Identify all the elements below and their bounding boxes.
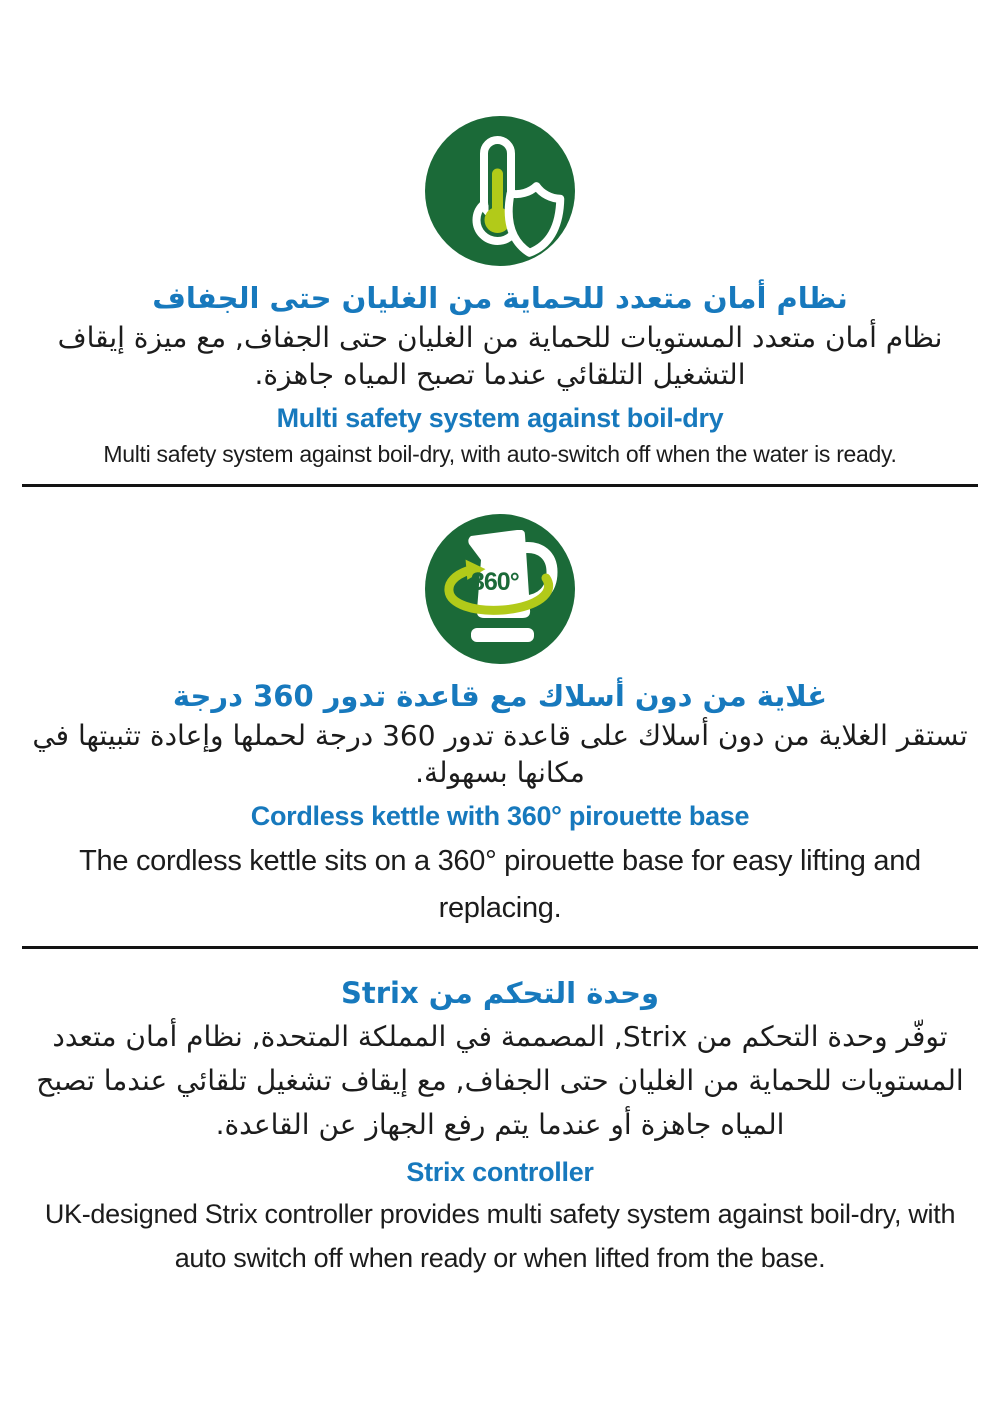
feature-section-boil-dry (0, 116, 1000, 470)
feature-body-ar: تستقر الغلاية من دون أسلاك على قاعدة تدور 360 درجة لحملها وإعادة تثبيتها في مكانها بسهولة. (32, 719, 968, 789)
feature-section-strix (0, 975, 1000, 1280)
feature-icon-wrap (0, 116, 1000, 266)
feature-icon-wrap (0, 514, 1000, 664)
feature-body-en: Multi safety system against boil-dry, with auto-switch off when the water is ready. (103, 440, 897, 467)
feature-title-ar: وحدة التحكم من Strix (340, 975, 659, 1010)
thermometer-shield-icon (425, 116, 575, 266)
feature-section-pirouette-base (0, 514, 1000, 932)
feature-title-ar: غلاية من دون أسلاك مع قاعدة تدور 360 درجة (172, 678, 828, 713)
feature-title-en: Strix controller (406, 1156, 594, 1187)
feature-body-ar: نظام أمان متعدد المستويات للحماية من الغليان حتى الجفاف, مع ميزة إيقاف التشغيل التلقائي عندما تصبح المياه جاهزة. (57, 321, 943, 392)
feature-body-en: UK-designed Strix controller provides multi safety system against boil-dry, with auto switch off when ready or when lifted from the base. (44, 1199, 956, 1273)
feature-title-en: Cordless kettle with 360° pirouette base (250, 800, 750, 831)
kettle-360-icon (425, 514, 575, 664)
icon-badge-360: 360° (471, 567, 519, 596)
feature-body-en: The cordless kettle sits on a 360° pirouette base for easy lifting and replacing. (79, 844, 921, 924)
feature-body-ar: توفّر وحدة التحكم من Strix, المصممة في المملكة المتحدة, نظام أمان متعدد المستويات للحماية من الغليان حتى الجفاف, مع إيقاف تشغيل تلقائي عندما تصبح المياه جاهزة أو عندما يتم رفع الجهاز عن القاعدة. (36, 1019, 964, 1142)
feature-title-ar: نظام أمان متعدد للحماية من الغليان حتى الجفاف (152, 281, 848, 315)
section-divider (22, 484, 978, 487)
feature-title-en: Multi safety system against boil-dry (276, 403, 724, 434)
section-divider (22, 946, 978, 949)
